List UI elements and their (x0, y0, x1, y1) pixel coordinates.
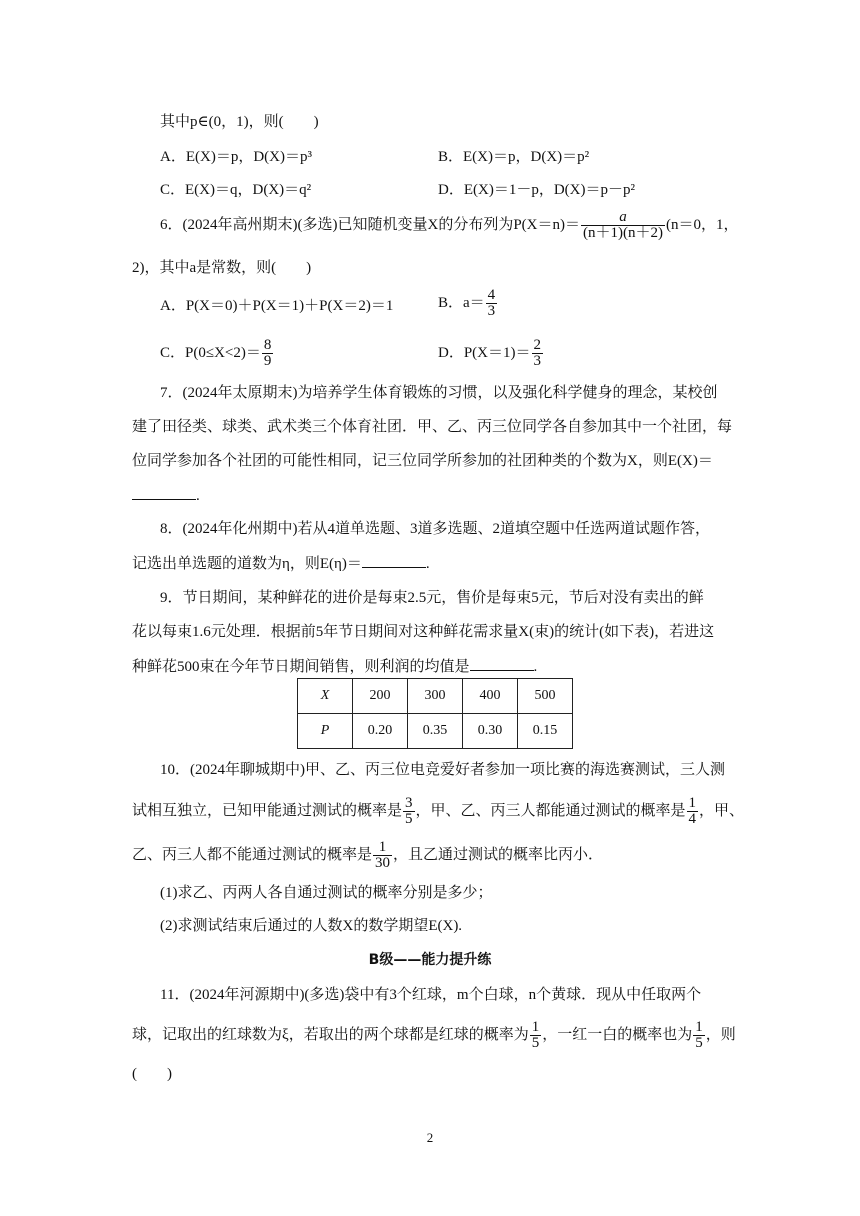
q10-f3-den: 30 (375, 855, 391, 871)
q5-stem: 其中p∈(0，1)，则( ) (160, 114, 319, 130)
q6-suffix: (n＝0，1， (665, 216, 739, 233)
q10-f2-num: 1 (688, 795, 697, 811)
table-cell: 0.20 (353, 714, 408, 749)
q6-c-prefix: C．P(0≤X<2)＝ (160, 344, 261, 361)
distribution-table (297, 678, 573, 749)
q8-answer-blank (362, 553, 426, 568)
q6-option-c (160, 338, 274, 369)
q10-line2 (132, 796, 744, 827)
q8-line1: 8．(2024年化州期中)若从4道单选题、3道多选题、2道填空题中任选两道试题作答， (160, 521, 710, 537)
q10-line3-b: ，且乙通过测试的概率比丙小． (393, 846, 604, 863)
q7-line1: 7．(2024年太原期末)为培养学生体育锻炼的习惯，以及强化科学健身的理念，某校创 (160, 385, 718, 401)
q6-fraction (581, 210, 665, 241)
table-cell: 500 (518, 679, 573, 714)
q6-option-d (438, 338, 544, 369)
table-cell: 400 (463, 679, 518, 714)
q6-option-a: A．P(X＝0)＋P(X＝1)＋P(X＝2)＝1 (160, 298, 394, 314)
q6-b-den: 3 (487, 303, 496, 319)
q7-suffix: . (196, 488, 200, 504)
q5-option-b: B．E(X)＝p，D(X)＝p² (438, 149, 590, 165)
q5-option-a: A．E(X)＝p，D(X)＝p³ (160, 149, 312, 165)
q6-prefix: 6．(2024年高州期末)(多选)已知随机变量X的分布列为P(X＝n)＝ (160, 216, 580, 233)
q6-d-num: 2 (533, 337, 541, 353)
q10-line3 (132, 840, 603, 871)
q10-f2-den: 4 (688, 811, 697, 827)
q10-line3-a: 乙、丙三人都不能通过测试的概率是 (132, 846, 373, 863)
q9-answer-blank (470, 656, 534, 671)
q10-sub2: (2)求测试结束后通过的人数X的数学期望E(X). (160, 918, 463, 934)
q10-line1: 10．(2024年聊城期中)甲、乙、丙三位电竞爱好者参加一项比赛的海选赛测试，三人测 (160, 762, 725, 778)
q6-line2: 2)，其中a是常数，则( ) (132, 260, 312, 276)
q6-line1 (160, 210, 738, 241)
table-row (298, 714, 573, 749)
q6-frac-num: a (581, 210, 665, 226)
q6-b-fraction (486, 288, 498, 319)
q10-f1-den: 5 (405, 811, 413, 827)
q6-d-fraction (532, 338, 544, 369)
q6-c-num: 8 (263, 337, 272, 353)
page-number: 2 (426, 1130, 434, 1145)
q10-sub1: (1)求乙、丙两人各自通过测试的概率分别是多少； (160, 885, 493, 901)
q11-f1-num: 1 (531, 1019, 540, 1035)
q11-fraction-1 (530, 1020, 542, 1051)
section-heading: B级——能力提升练 (368, 952, 492, 968)
q7-line2: 建了田径类、球类、武术类三个体育社团．甲、乙、丙三位同学各自参加其中一个社团，每 (132, 419, 733, 435)
q5-option-c: C．E(X)＝q，D(X)＝q² (160, 182, 312, 198)
q6-d-den: 3 (533, 353, 541, 369)
q11-line1: 11．(2024年河源期中)(多选)袋中有3个红球，m个白球，n个黄球．现从中任取两个 (160, 987, 702, 1003)
q6-frac-den: (n＋1)(n＋2) (582, 225, 663, 241)
table-cell: 0.35 (408, 714, 463, 749)
q8-prefix: 记选出单选题的道数为η，则E(η)＝ (132, 556, 362, 572)
q11-f2-num: 1 (695, 1019, 703, 1035)
table-cell: 0.15 (518, 714, 573, 749)
q10-line2-b: ，甲、乙、丙三人都能通过测试的概率是 (415, 802, 686, 819)
q11-line2-a: 球，记取出的红球数为ξ，若取出的两个球都是红球的概率为 (132, 1026, 529, 1043)
table-cell: 0.30 (463, 714, 518, 749)
q10-line2-a: 试相互独立，已知甲能通过测试的概率是 (132, 802, 403, 819)
q7-answer-blank (132, 485, 196, 500)
q9-suffix: . (533, 659, 538, 675)
q10-fraction-2 (687, 796, 699, 827)
table-row (298, 679, 573, 714)
q10-f3-num: 1 (373, 840, 392, 856)
q6-b-prefix: B．a＝ (438, 294, 485, 311)
q11-line3: ( ) (132, 1066, 172, 1082)
table-cell: 300 (408, 679, 463, 714)
q6-c-fraction (262, 338, 274, 369)
q11-f1-den: 5 (531, 1035, 540, 1051)
q9-line3 (132, 656, 537, 677)
q8-suffix: . (425, 556, 430, 572)
q11-line2-c: ，则 (705, 1026, 736, 1043)
q11-f2-den: 5 (695, 1035, 703, 1051)
q10-f1-num: 3 (405, 795, 413, 811)
q6-d-prefix: D．P(X＝1)＝ (438, 344, 531, 361)
q11-fraction-2 (693, 1020, 705, 1051)
q6-b-num: 4 (487, 287, 496, 303)
table-cell: X (298, 679, 353, 714)
q11-line2-b: ，一红一白的概率也为 (542, 1026, 693, 1043)
q7-line3: 位同学参加各个社团的可能性相同，记三位同学所参加的社团种类的个数为X，则E(X)＝ (132, 453, 713, 469)
table-cell: 200 (353, 679, 408, 714)
q5-option-d: D．E(X)＝1－p，D(X)＝p－p² (438, 182, 635, 198)
q9-line2: 花以每束1.6元处理．根据前5年节日期间对这种鲜花需求量X(束)的统计(如下表)，若进这 (132, 624, 715, 640)
q11-line2 (132, 1020, 736, 1051)
q9-prefix: 种鲜花500束在今年节日期间销售，则利润的均值是 (132, 659, 470, 675)
q10-fraction-3 (373, 840, 392, 871)
q6-c-den: 9 (263, 353, 272, 369)
q10-line2-c: ，甲、 (699, 802, 745, 819)
table-cell: P (298, 714, 353, 749)
q10-fraction-1 (403, 796, 415, 827)
q9-line1: 9．节日期间，某种鲜花的进价是每束2.5元，售价是每束5元，节后对没有卖出的鲜 (160, 590, 704, 606)
q7-line4 (132, 485, 200, 506)
q6-option-b (438, 288, 498, 319)
q8-line2 (132, 553, 430, 574)
